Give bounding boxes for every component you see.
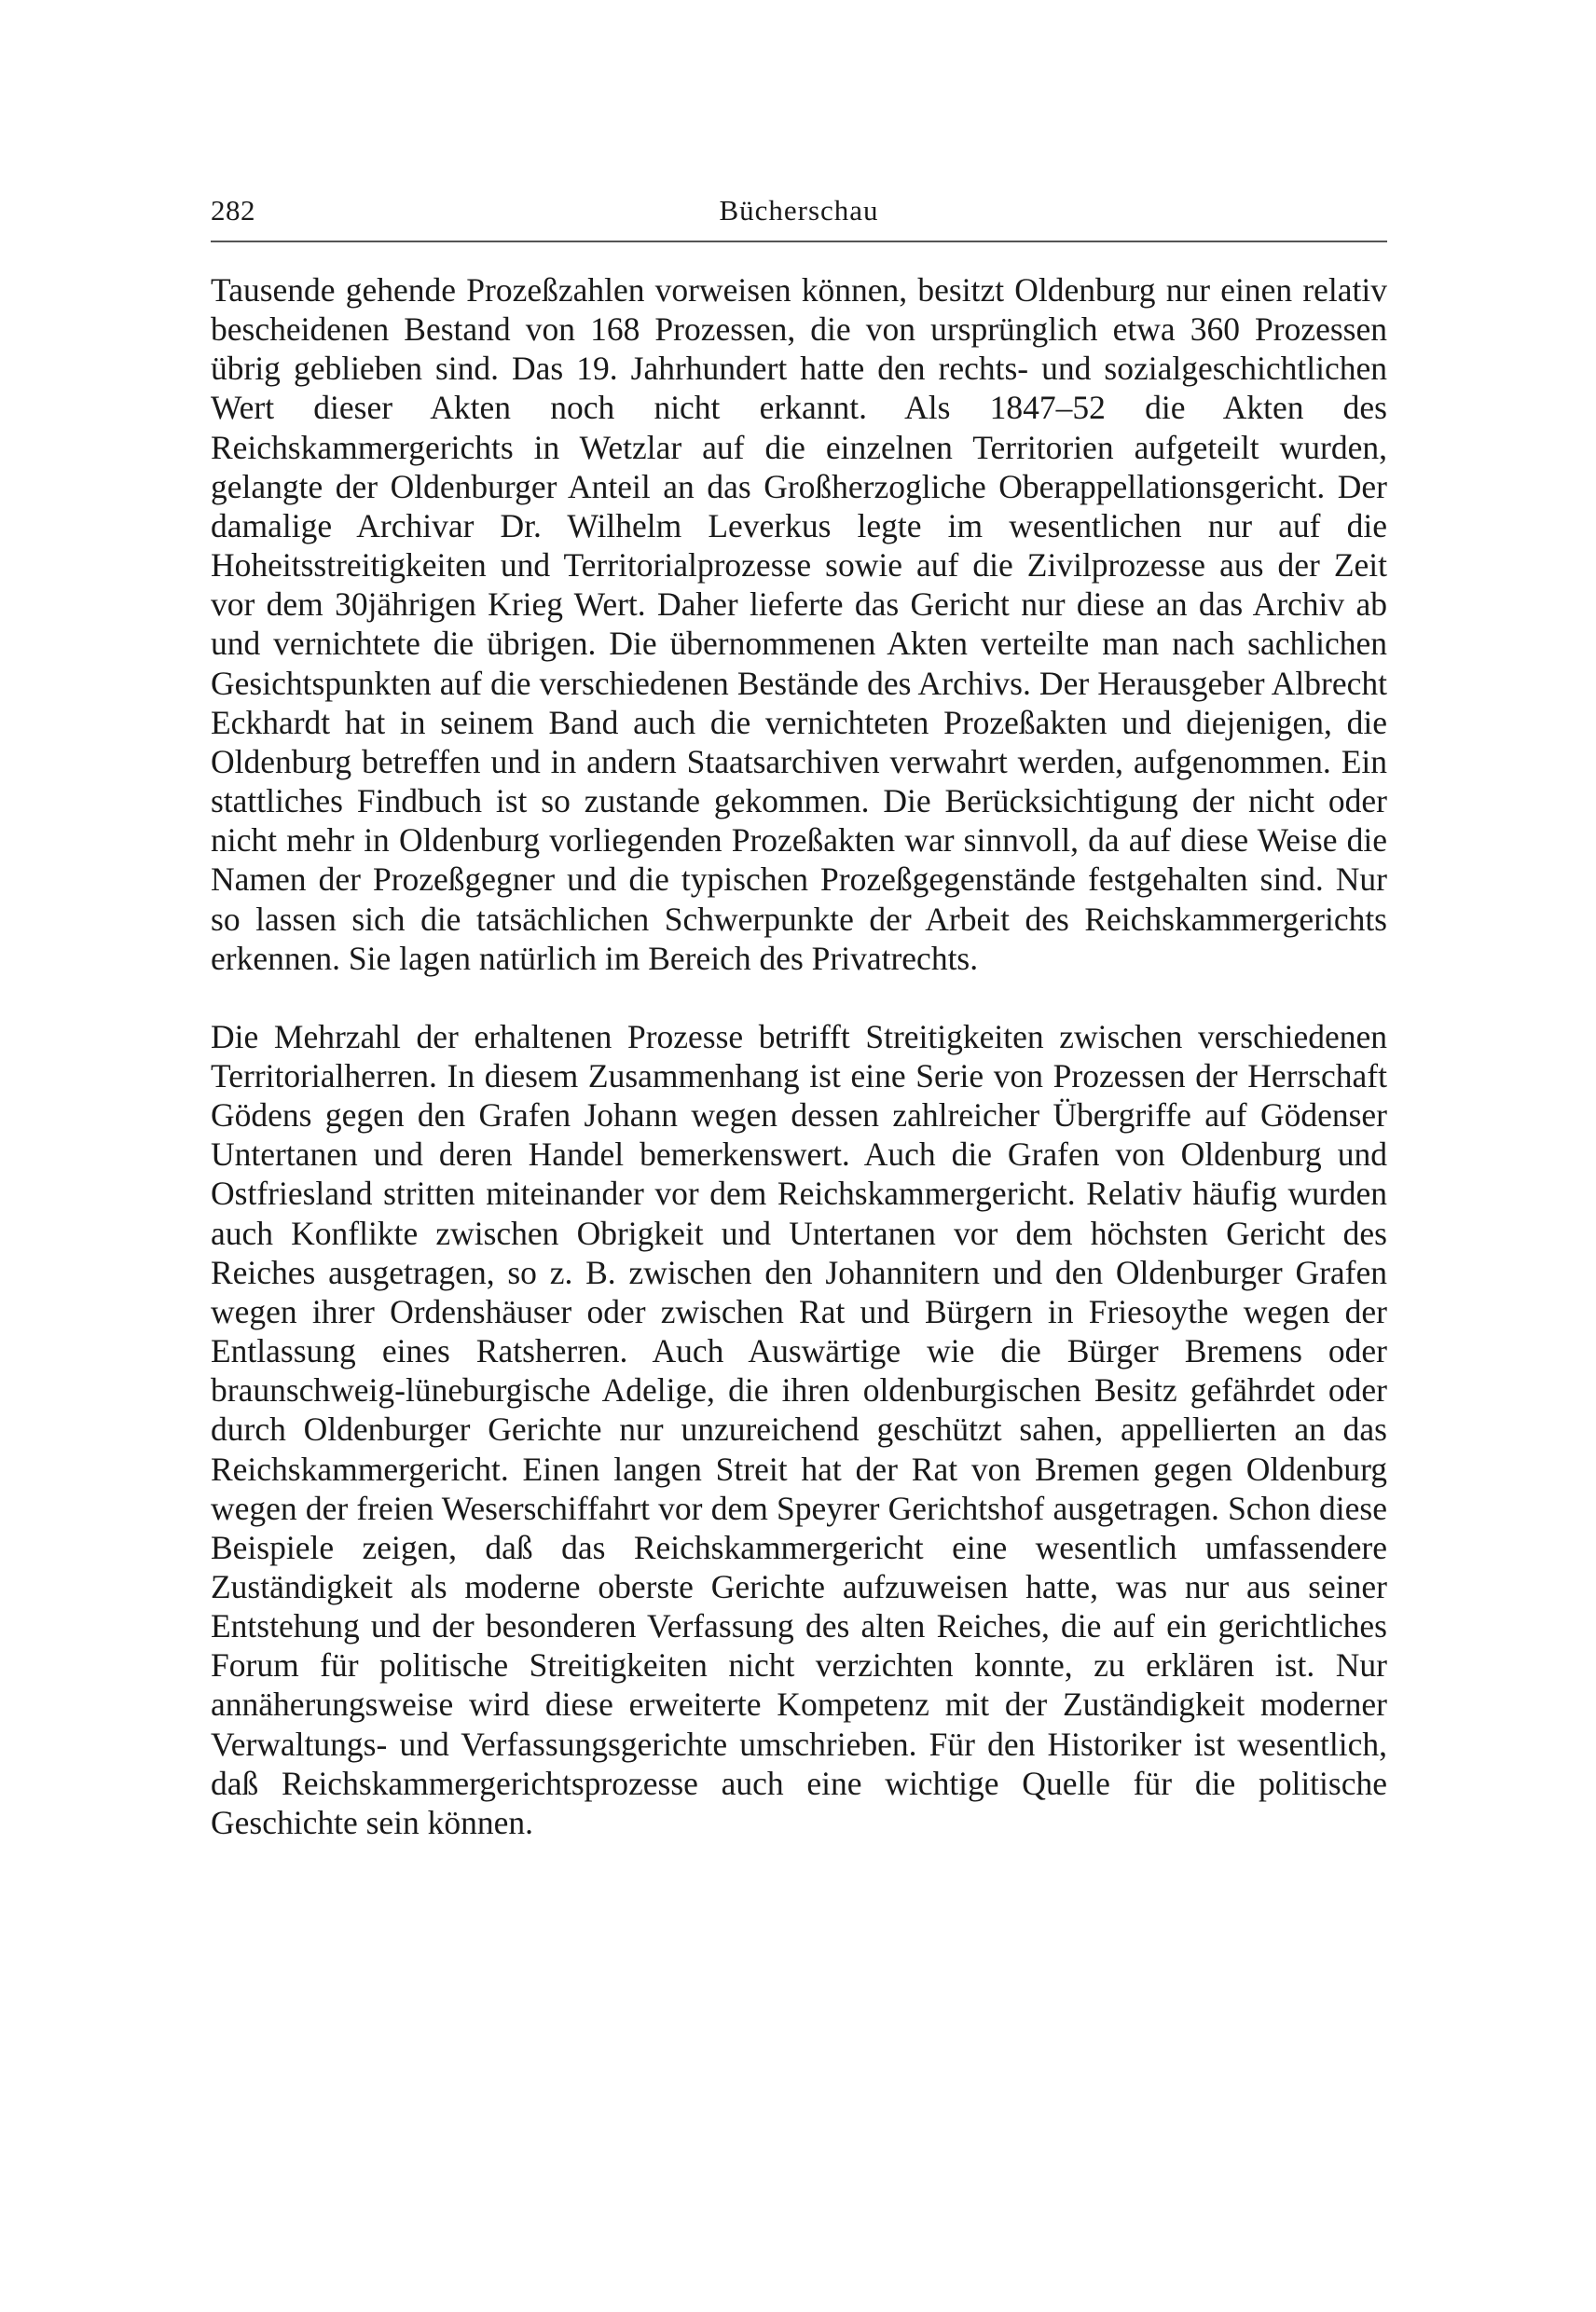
paragraph-2: Die Mehrzahl der erhaltenen Prozesse betrifft Streitigkeiten zwischen verschiedenen Territorialherren. In diesem Zusammenhang ist eine Serie von Prozessen der Herrschaft Gödens gegen den Grafen Johann wegen dessen zahlreicher Übergriffe auf Gödenser Untertanen und deren Handel bemerkenswert. Auch die Grafen von Oldenburg und Ostfriesland stritten miteinander vor dem Reichskammergericht. Relativ häufig wurden auch Konflikte zwischen Obrigkeit und Untertanen vor dem höchsten Gericht des Reiches ausgetragen, so z. B. zwischen den Johannitern und den Oldenburger Grafen wegen ihrer Ordenshäuser oder zwischen Rat und Bürgern in Friesoythe wegen der Entlassung eines Ratsherren. Auch Auswärtige wie die Bürger Bremens oder braunschweig-lüneburgische Adelige, die ihren oldenburgischen Besitz gefährdet oder durch Oldenburger Gerichte nur unzureichend geschützt sahen, appellierten an das Reichskammergericht. Einen langen Streit hat der Rat von Bremen gegen Oldenburg wegen der freien Weserschiffahrt vor dem Speyrer Gerichtshof ausgetragen. Schon diese Beispiele zeigen, daß das Reichskammergericht eine wesentlich umfassendere Zuständigkeit als moderne oberste Gerichte aufzuweisen hatte, was nur aus seiner Entstehung und der besonderen Verfassung des alten Reiches, die auf ein gerichtliches Forum für politische Streitigkeiten nicht verzichten konnte, zu erklären ist. Nur annäherungsweise wird diese erweiterte Kompetenz mit der Zuständigkeit moderner Verwaltungs- und Verfassungsgerichte umschrieben. Für den Historiker ist wesentlich, daß Reichskammergerichtsprozesse auch eine wichtige Quelle für die politische Geschichte sein können. [211,1017,1387,1841]
page-number: 282 [211,194,255,227]
section-title: Bücherschau [719,194,879,227]
body-text [211,270,1387,1842]
running-head [211,190,1387,242]
paragraph-1: Tausende gehende Prozeßzahlen vorweisen können, besitzt Oldenburg nur einen relativ bescheidenen Bestand von 168 Prozessen, die von ursprünglich etwa 360 Prozessen übrig geblieben sind. Das 19. Jahrhundert hatte den rechts- und sozialgeschichtlichen Wert dieser Akten noch nicht erkannt. Als 1847–52 die Akten des Reichskammergerichts in Wetzlar auf die einzelnen Territorien aufgeteilt wurden, gelangte der Oldenburger Anteil an das Großherzogliche Oberappellationsgericht. Der damalige Archivar Dr. Wilhelm Leverkus legte im wesentlichen nur auf die Hoheitsstreitigkeiten und Territorialprozesse sowie auf die Zivilprozesse aus der Zeit vor dem 30jährigen Krieg Wert. Daher lieferte das Gericht nur diese an das Archiv ab und vernichtete die übrigen. Die übernommenen Akten verteilte man nach sachlichen Gesichtspunkten auf die verschiedenen Bestände des Archivs. Der Herausgeber Albrecht Eckhardt hat in seinem Band auch die vernichteten Prozeßakten und diejenigen, die Oldenburg betreffen und in andern Staatsarchiven verwahrt werden, aufgenommen. Ein stattliches Findbuch ist so zustande gekommen. Die Berücksichtigung der nicht oder nicht mehr in Oldenburg vorliegenden Prozeßakten war sinnvoll, da auf diese Weise die Namen der Prozeßgegner und die typischen Prozeßgegenstände festgehalten sind. Nur so lassen sich die tatsächlichen Schwerpunkte der Arbeit des Reichskammergerichts erkennen. Sie lagen natürlich im Bereich des Privatrechts. [211,271,1387,977]
